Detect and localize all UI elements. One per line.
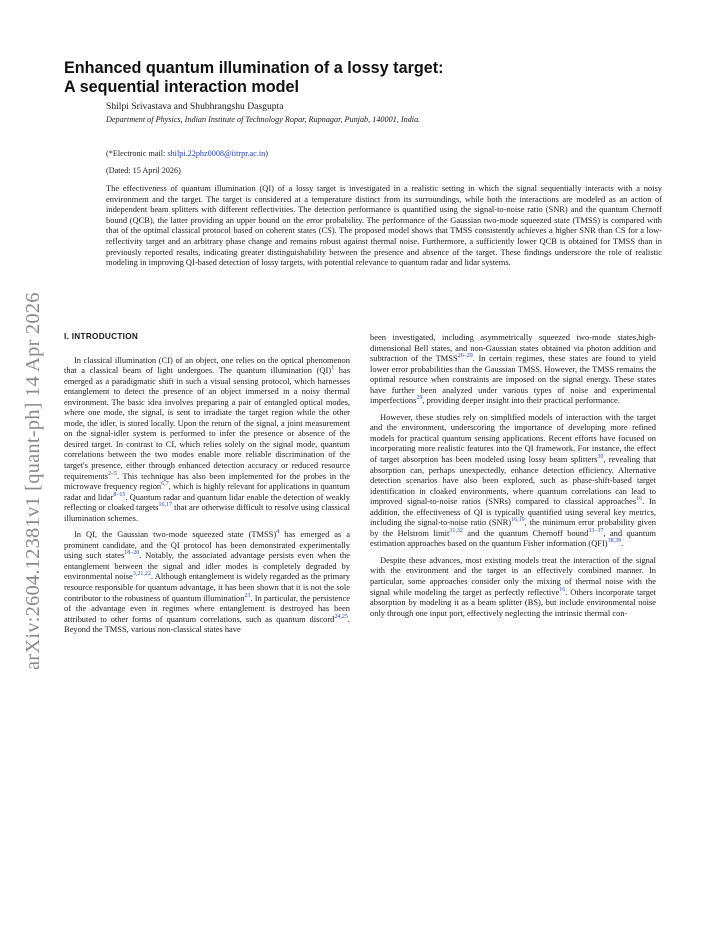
citation-link[interactable]: 16 xyxy=(559,586,566,593)
arxiv-identifier: arXiv:2604.12381v1 [quant-ph] 14 Apr 2026 xyxy=(22,292,44,670)
email-label: (*Electronic mail: xyxy=(106,149,168,158)
citation-link[interactable]: 30 xyxy=(597,454,604,461)
abstract: The effectiveness of quantum illumination (QI) of a lossy target is investigated in a realistic setting in which the signal sequentially interacts with a noisy environment and the target. The target is considered at a temperature distinct from its surroundings, while both the interactions are modeled as an action of independent beam splitters with different reflectivities. The detection performance is quantified using the signal-to-noise ratio (SNR) and the quantum Chernoff bound (QCB), the latter providing an upper bound on the error probability. The performance of the Gaussian two-mode squeezed state (TMSS) is compared with that of the optimal classical protocol based on coherent states (CS). The proposed model shows that TMSS consistently achieves a higher SNR than CS for a low-reflectivity target and an arbitrary phase change and remains robust against thermal noise. Furthermore, a sufficiently lower QCB is obtained for TMSS than in previously reported results, indicating greater distinguishability between the presence and absence of the target. These findings underscore the role of realistic modeling in improving QI-based detection of lossy targets, with potential relevance to quantum radar and lidar systems. xyxy=(106,183,662,268)
email-close: ) xyxy=(265,149,268,158)
authors: Shilpi Srivastava and Shubhrangshu Dasgupta xyxy=(106,101,284,112)
citation-link[interactable]: 38,39 xyxy=(607,538,622,545)
citation-link[interactable]: 1 xyxy=(331,365,335,372)
affiliation: Department of Physics, Indian Institute of Technology Ropar, Rupnagar, Punjab, 140001, India. xyxy=(106,115,421,124)
email-line xyxy=(106,149,268,158)
citation-link[interactable]: 4 xyxy=(276,529,280,536)
citation-link[interactable]: 26–29 xyxy=(457,353,473,360)
citation-link[interactable]: 16 xyxy=(636,496,643,503)
citation-link[interactable]: 16,17 xyxy=(158,502,172,509)
citation-link[interactable]: 16,19 xyxy=(511,517,525,524)
email-link[interactable]: shilpi.22phz0008@iitrpr.ac.in xyxy=(167,149,266,158)
section-heading-introduction: I. INTRODUCTION xyxy=(64,332,139,341)
paragraph: In classical illumination (CI) of an object, one relies on the optical phenomenon that a classical beam of light undergoes. The quantum illumination (QI)$^1$ has emerged as a paradigmatic shift in such a visual sensing protocol, which harnesses entanglement to detect the presence of an object immersed in a noisy thermal environment. The basic idea involves preparing a pair of entangled optical modes, where one mode, the signal, is sent to irradiate the target region while the other mode, the idler, is stored locally. Upon the return of the signal, a joint measurement on the signal-idler system is performed to infer the presence or absence of the desired target. In contrast to CI, which relies solely on the signal mode, quantum correlations between the two modes enable more reliable discrimination of the target's presence, either through enhanced detection accuracy or reduced resource requirements$^{2-5}$. This technique has also been implemented for the probes in the microwave frequency region$^{6,7}$, which is highly relevant for applications in quantum radar and lidar$^{8-15}$. Quantum radar and quantum lidar enable the detection of weakly reflecting or cloaked targets$^{16,17}$ that are otherwise difficult to resolve using classical illumination schemes. xyxy=(64,354,350,523)
paragraph: been investigated, including asymmetrically squeezed two-mode states,high-dimensional Bell states, and non-Gaussian states obtained via photon addition and subtraction of the TMSS$^{26-29}$. In certain regimes, these states are found to yield lower error probabilities than the Gaussian TMSS. However, the TMSS remains the optimal resource when constraints are imposed on the signal energy. These states have further been analyzed under various types of noise and experimental imperfections$^{29}$, providing deeper insight into their practical performance. xyxy=(370,332,656,406)
citation-link[interactable]: 18–20 xyxy=(124,550,140,557)
right-column xyxy=(370,332,656,624)
citation-link[interactable]: 29 xyxy=(416,395,423,402)
title-line-2: A sequential interaction model xyxy=(64,78,300,96)
citation-link[interactable]: 8–15 xyxy=(113,491,126,498)
citation-link[interactable]: 23 xyxy=(244,592,251,599)
citation-link[interactable]: 31,32 xyxy=(449,528,463,535)
citation-link[interactable]: 3,21,22 xyxy=(132,571,151,578)
citation-link[interactable]: 2–5 xyxy=(108,470,118,477)
citation-link[interactable]: 33–37 xyxy=(588,528,604,535)
left-column xyxy=(64,328,350,641)
paragraph: In QI, the Gaussian two-mode squeezed state (TMSS)$^4$ has emerged as a prominent candidate, and the QI protocol has been demonstrated experimentally using such states$^{18-20}$. Notably, the associated advantage persists even when the entanglement between the signal and idler modes is completely degraded by environmental noise$^{3,21,22}$. Although entanglement is widely regarded as the primary resource responsible for quantum advantage, it has been shown that it is not the sole contributor to the robustness of quantum illumination$^{23}$. In particular, the persistence of the advantage even in regimes where entanglement is destroyed has been attributed to other forms of quantum correlations, such as quantum discord$^{24,25}$. Beyond the TMSS, various non-classical states have xyxy=(64,529,351,635)
citation-link[interactable]: 6,7 xyxy=(161,481,169,488)
paragraph: However, these studies rely on simplified models of interaction with the target and the environment, underscoring the importance of developing more refined models for practical quantum sensing applications. Recent efforts have focused on incorporating more realistic features into the QI framework. For instance, the effect of target absorption has been modeled using lossy beam splitters$^{30}$, revealing that absorption can, perhaps unexpectedly, enhance detection efficiency. Alternative detection scenarios have also been explored, such as phase-shift-based target identification in cloaked environments, where quantum correlations can lead to improved signal-to-noise ratios (SNRs) compared to classical approaches$^{16}$. In addition, the effectiveness of QI is typically quantified using several key metrics, including the signal-to-noise ratio (SNR)$^{16,19}$, the minimum error probability given by the Helstrom limit$^{31,32}$ and the quantum Chernoff bound$^{33-37}$, and quantum estimation approaches based on the quantum Fisher information (QFI)$^{38,39}$. xyxy=(370,411,657,549)
dated: (Dated: 15 April 2026) xyxy=(106,166,181,175)
citation-link[interactable]: 24,25 xyxy=(334,613,348,620)
paragraph: Despite these advances, most existing models treat the interaction of the signal with the environment and the target in an effectively combined manner. In particular, some approaches consider only the mixing of thermal noise with the signal while modeling the target as perfectly reflective$^{16}$. Others incorporate target absorption by modeling it as a beam splitter (BS), but include environmental noise only through one input port, effectively neglecting the intrinsic thermal con- xyxy=(370,554,657,618)
title-line-1: Enhanced quantum illumination of a lossy target: xyxy=(64,59,444,77)
paper-title xyxy=(64,59,584,97)
